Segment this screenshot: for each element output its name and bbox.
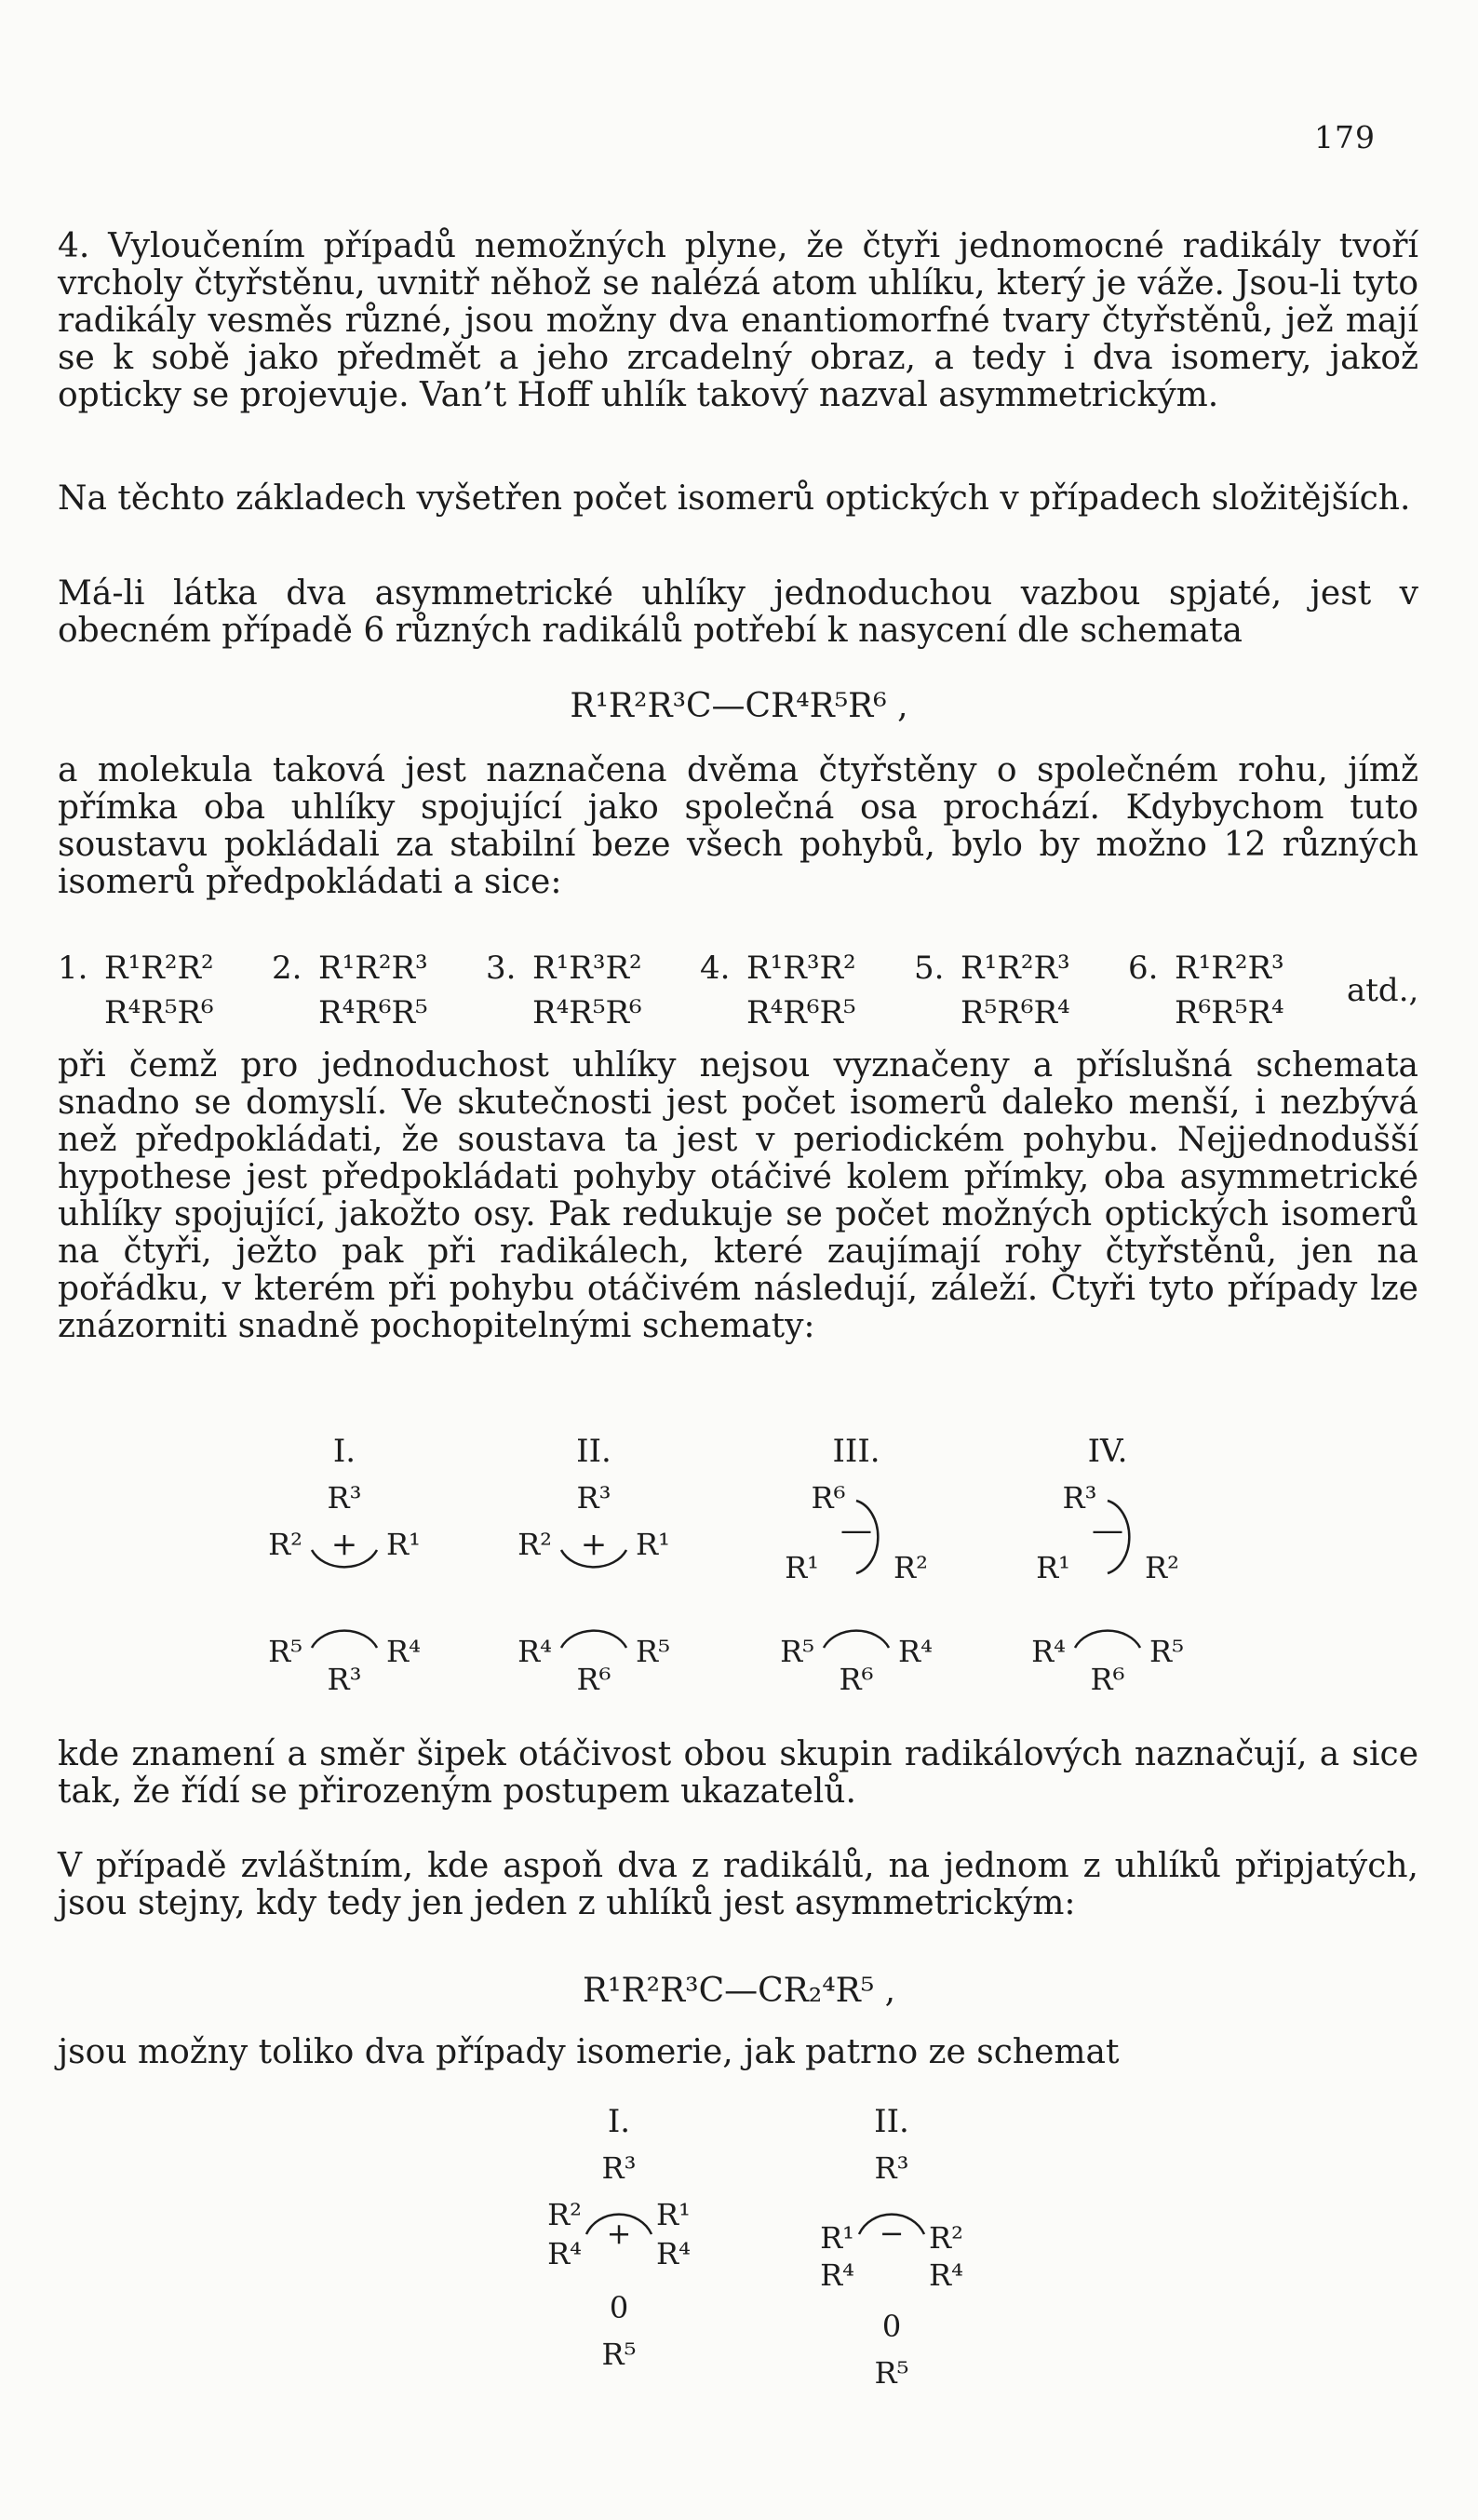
radical-lower-right: R⁴ (656, 2236, 691, 2271)
radical-bottom: R⁶ (576, 1662, 611, 1697)
rotation-arc-icon (1075, 1631, 1140, 1648)
isomer-bottom: R⁴R⁶R⁵ (318, 994, 428, 1031)
scheme-case (517, 1433, 670, 1697)
isomer-bottom: R⁶R⁵R⁴ (1175, 994, 1284, 1031)
radical-bottom-left: R⁴ (517, 1634, 552, 1669)
radical-bottom-right: R⁵ (1149, 1634, 1184, 1669)
radical-bottom: R⁶ (839, 1662, 874, 1697)
radical-bottom: R⁶ (1090, 1662, 1125, 1697)
isomer-bottom: R⁵R⁶R⁴ (961, 994, 1070, 1031)
radical-top: R³ (1062, 1480, 1097, 1516)
radical-top: R³ (576, 1480, 611, 1516)
scheme-case (547, 2103, 691, 2372)
formula-special: R¹R²R³C—CR₂⁴R⁵ , (582, 1972, 896, 2010)
central-carbon: 0 (881, 2309, 902, 2344)
radical-right: R² (1145, 1550, 1179, 1585)
radical-bottom: R⁵ (601, 2337, 637, 2372)
etc-label: atd., (1347, 972, 1419, 1009)
radical-lower-right: R⁴ (929, 2257, 963, 2293)
radical-bottom: R³ (327, 1662, 362, 1697)
radical-bottom-left: R⁵ (268, 1634, 302, 1669)
paragraph-rotation: při čemž pro jednoduchost uhlíky nejsou vyznačeny a příslušná schemata snadno se domyslí. Ve skutečnosti jest počet isomerů daleko menší, i nezbývá než předpokládati, že soustava ta jest v periodickém pohybu. Nejjednodušší hypothese jest předpokládati pohyby otáčivé kolem přímky, oba asymmetrické uhlíky spojující, jakožto osy. Pak redukuje se počet možných optických isomerů na čtyři, ježto pak při radikálech, které zaujímají rohy čtyřstěnů, jen na pořádku, v kterém při pohybu otáčivém následují, záleží. Čtyři tyto případy lze znázorniti snadně pochopitelnými schematy: (58, 1046, 1418, 1345)
radical-upper-right: R¹ (656, 2197, 691, 2232)
rotation-sign: + (606, 2216, 632, 2251)
radical-top: R³ (874, 2150, 909, 2186)
scheme-label: I. (607, 2103, 631, 2140)
radical-left: R² (517, 1527, 552, 1562)
radical-top: R³ (601, 2150, 637, 2186)
scheme-label: II. (874, 2103, 909, 2140)
isomer-top: R¹R³R² (532, 950, 642, 987)
paragraph-4: 4. Vyloučením případů nemožných plyne, že čtyři jednomocné radikály tvoří vrcholy čtyřstěnu, uvnitř něhož se nalézá atom uhlíku, který je váže. Jsou-li tyto radikály vesměs různé, jsou možny dva enantiomorfné tvary čtyřstěnů, jež mají se k sobě jako předmět a jeho zrcadelný obraz, a tedy i dva isomery, jakož opticky se projevuje. Van’t Hoff uhlík takový nazval asymmetrickým. (58, 227, 1418, 414)
rotation-arc-icon (561, 1631, 626, 1648)
radical-right: R¹ (386, 1527, 421, 1562)
scheme-case (780, 1433, 933, 1697)
radical-lower-left: R⁴ (547, 2236, 582, 2271)
isomer-top: R¹R²R³ (961, 950, 1070, 987)
rotation-sign: + (330, 1526, 358, 1563)
paragraph-two-carbons: Má-li látka dva asymmetrické uhlíky jednoduchou vazbou spjaté, jest v obecném případě 6 různých radikálů potřebí k nasycení dle schemata (58, 574, 1418, 650)
isomer-bottom: R⁴R⁶R⁵ (746, 994, 856, 1031)
paragraph-molecule: a molekula taková jest naznačena dvěma čtyřstěny o společném rohu, jímž přímka oba uhlíky spojující jako společná osa prochází. Kdybychom tuto soustavu pokládali za stabilní beze všech pohybů, bylo by možno 12 různých isomerů předpokládati a sice: (58, 751, 1418, 901)
radical-left: R¹ (785, 1550, 819, 1585)
rotation-schemes-diagram (0, 1424, 1478, 1722)
isomer-number: 6. (1128, 950, 1159, 987)
radical-bottom-left: R⁵ (780, 1634, 814, 1669)
page-number: 179 (1314, 119, 1376, 155)
scheme-case (268, 1433, 421, 1697)
isomer-bottom: R⁴R⁵R⁶ (532, 994, 642, 1031)
isomer-bottom: R⁴R⁵R⁶ (104, 994, 214, 1031)
paragraph-special-case: V případě zvláštním, kde aspoň dva z radikálů, na jednom z uhlíků připjatých, jsou stejny, kdy tedy jen jeden z uhlíků jest asymmetrickým: (58, 1847, 1418, 1922)
rotation-sign: — (1092, 1512, 1123, 1549)
scheme-label: II. (576, 1433, 611, 1470)
radical-left: R¹ (1036, 1550, 1070, 1585)
radical-lower-left: R⁴ (820, 2257, 854, 2293)
radical-bottom-right: R⁴ (898, 1634, 933, 1669)
rotation-arc-icon (312, 1631, 377, 1648)
isomer-top: R¹R³R² (746, 950, 856, 987)
radical-top: R³ (327, 1480, 362, 1516)
radical-right: R¹ (636, 1527, 670, 1562)
rotation-sign: — (840, 1512, 872, 1549)
scheme-case (820, 2103, 963, 2391)
central-carbon: 0 (609, 2290, 629, 2325)
paragraph-arrows: kde znamení a směr šipek otáčivost obou skupin radikálových naznačují, a sice tak, že řídí se přirozeným postupem ukazatelů. (58, 1735, 1418, 1811)
radical-bottom-left: R⁴ (1031, 1634, 1066, 1669)
radical-upper-right: R² (929, 2220, 963, 2256)
radical-upper-left: R² (547, 2197, 582, 2232)
radical-bottom-right: R⁴ (386, 1634, 421, 1669)
radical-left: R² (268, 1527, 302, 1562)
paragraph-basis: Na těchto základech vyšetřen počet isomerů optických v případech složitějších. (58, 479, 1411, 518)
isomer-number: 5. (914, 950, 945, 987)
radical-top: R⁶ (811, 1480, 846, 1516)
isomer-top: R¹R²R³ (318, 950, 428, 987)
radical-bottom-right: R⁵ (636, 1634, 670, 1669)
scheme-label: IV. (1087, 1433, 1128, 1470)
paragraph-two-cases: jsou možny toliko dva případy isomerie, jak patrno ze schemat (58, 2033, 1120, 2071)
isomer-number: 4. (700, 950, 731, 987)
radical-right: R² (894, 1550, 928, 1585)
special-case-diagram (0, 2095, 1478, 2504)
isomer-top: R¹R²R² (104, 950, 214, 987)
scheme-label: I. (332, 1433, 356, 1470)
scheme-label: III. (832, 1433, 880, 1470)
radical-upper-left: R¹ (820, 2220, 854, 2256)
rotation-sign: − (879, 2216, 905, 2251)
radical-bottom: R⁵ (874, 2355, 909, 2391)
isomer-top: R¹R²R³ (1175, 950, 1284, 987)
isomer-number: 2. (272, 950, 302, 987)
rotation-arc-icon (824, 1631, 889, 1648)
isomer-number: 1. (58, 950, 88, 987)
rotation-sign: + (580, 1526, 608, 1563)
scheme-case (1031, 1433, 1184, 1697)
formula-general: R¹R²R³C—CR⁴R⁵R⁶ , (570, 687, 908, 725)
isomer-number: 3. (486, 950, 517, 987)
